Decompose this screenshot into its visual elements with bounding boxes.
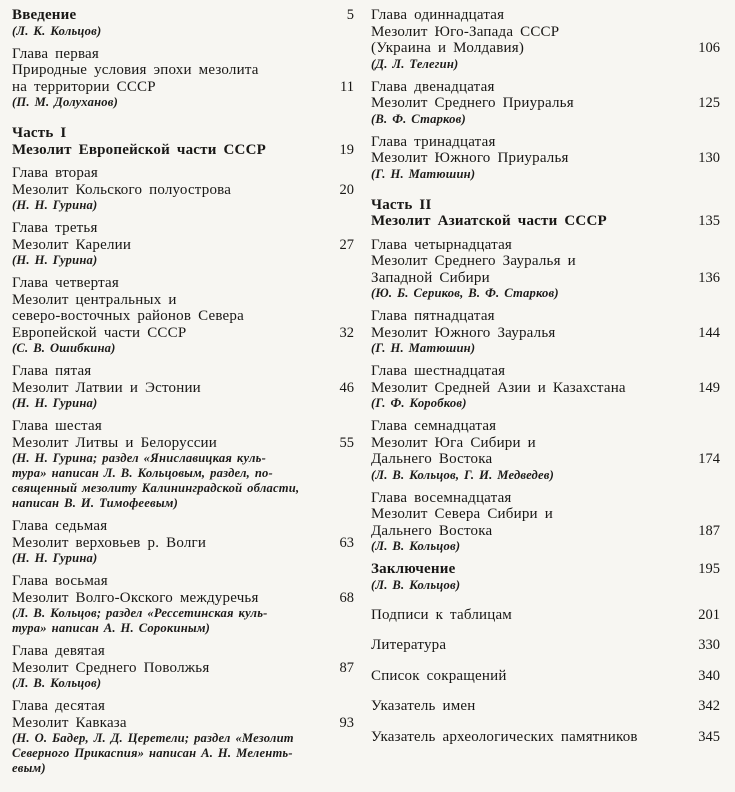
- entry-title-text: Глава десятая: [12, 698, 106, 714]
- page-number: 187: [698, 522, 720, 539]
- toc-line: [12, 466, 354, 481]
- toc-entry: [12, 363, 354, 411]
- author-note: (Л. К. Кольцов): [12, 23, 102, 38]
- entry-title-text: Глава третья: [12, 220, 98, 236]
- entry-title-text: Европейской части СССР: [12, 324, 187, 341]
- author-note: (Н. Н. Гурина): [12, 396, 98, 410]
- page-number: 345: [698, 728, 720, 745]
- toc-line: [12, 551, 354, 566]
- author-note: (Н. О. Бадер, Л. Д. Церетели; раздел «Мезолит: [12, 731, 294, 745]
- toc-line: [371, 341, 720, 356]
- toc-line: [371, 253, 720, 270]
- toc-column-right: [371, 7, 720, 745]
- author-note: (Л. В. Кольцов): [371, 539, 461, 553]
- toc-line: [371, 79, 720, 96]
- toc-line: [12, 198, 354, 213]
- entry-title-text: Мезолит Южного Зауралья: [371, 324, 556, 341]
- toc-entry: [371, 698, 720, 715]
- toc-line: [12, 643, 354, 660]
- entry-title-text: Часть II: [371, 196, 432, 213]
- toc-line: [12, 165, 354, 182]
- toc-line: [371, 308, 720, 325]
- entry-title-text: Глава пятая: [12, 363, 92, 379]
- toc-line: [12, 518, 354, 535]
- entry-title-text: Мезолит Севера Сибири и: [371, 506, 553, 522]
- entry-title-text: Мезолит Среднего Поволжья: [12, 659, 210, 676]
- page-number: 174: [698, 451, 720, 467]
- toc-line: [371, 7, 720, 24]
- toc-line: [371, 418, 720, 435]
- entry-title-text: Литература: [371, 637, 447, 653]
- toc-line: [12, 481, 354, 496]
- toc-entry: [12, 418, 354, 511]
- toc-entry: [371, 607, 720, 624]
- author-note: Северного Прикаспия» написан А. Н. Меленть-: [12, 746, 293, 760]
- toc-line: [12, 325, 354, 342]
- author-note: (Д. Л. Телегин): [371, 56, 459, 71]
- page-number: 330: [698, 637, 720, 653]
- toc-line: [12, 275, 354, 292]
- author-note: (Г. Ф. Коробков): [371, 396, 467, 410]
- entry-title-text: Часть I: [12, 125, 67, 141]
- toc-line: [12, 46, 354, 63]
- toc-line: [12, 24, 354, 39]
- page-number: 144: [698, 324, 720, 341]
- author-note: (Ю. Б. Сериков, В. Ф. Старков): [371, 286, 559, 300]
- toc-line: [12, 396, 354, 411]
- author-note: (Н. Н. Гурина): [12, 198, 98, 212]
- page-number: 5: [346, 7, 354, 23]
- entry-title-text: Глава тринадцатая: [371, 133, 496, 150]
- page-number: 55: [339, 434, 354, 451]
- entry-title-text: Дальнего Востока: [371, 451, 493, 467]
- toc-entry: [371, 308, 720, 356]
- entry-title-text: Введение: [12, 7, 77, 23]
- toc-entry: [371, 363, 720, 411]
- entry-title-text: Глава одиннадцатая: [371, 7, 505, 23]
- entry-title-text: Мезолит Юго-Запада СССР: [371, 23, 560, 40]
- toc-line: [12, 220, 354, 237]
- toc-line: [371, 468, 720, 483]
- toc-line: [371, 607, 720, 624]
- toc-line: [371, 57, 720, 72]
- toc-line: [371, 270, 720, 287]
- toc-line: [371, 134, 720, 151]
- author-note: (Г. Н. Матюшин): [371, 166, 476, 181]
- entry-title-text: Мезолит Кольского полуострова: [12, 181, 232, 198]
- author-note: священный мезолиту Калининградской области,: [12, 481, 300, 495]
- page-number: 68: [339, 589, 354, 606]
- entry-title-text: Заключение: [371, 561, 456, 577]
- author-note: (С. В. Ошибкина): [12, 341, 116, 355]
- toc-line: [12, 676, 354, 691]
- toc-entry: [12, 518, 354, 566]
- toc-line: [371, 95, 720, 112]
- toc-line: [371, 561, 720, 578]
- page-number: 149: [698, 379, 720, 396]
- author-note: написан В. И. Тимофеевым): [12, 496, 178, 510]
- entry-title-text: Глава шестая: [12, 418, 102, 434]
- toc-line: [12, 418, 354, 435]
- entry-title-text: Мезолит Азиатской части СССР: [371, 213, 607, 229]
- toc-line: [371, 150, 720, 167]
- author-note: (Л. В. Кольцов): [371, 577, 461, 592]
- toc-line: [12, 606, 354, 621]
- page-number: 201: [698, 606, 720, 623]
- entry-title-text: Мезолит Литвы и Белоруссии: [12, 434, 218, 451]
- author-note: (В. Ф. Старков): [371, 111, 466, 126]
- page-number: 20: [339, 181, 354, 198]
- author-note: евым): [12, 761, 46, 775]
- entry-title-text: Глава восемнадцатая: [371, 489, 512, 506]
- entry-title-text: (Украина и Молдавия): [371, 40, 525, 56]
- toc-column-left: [12, 7, 354, 776]
- entry-title-text: Мезолит верховьев р. Волги: [12, 534, 207, 551]
- toc-line: [12, 253, 354, 268]
- toc-entry: [371, 637, 720, 654]
- toc-line: [12, 182, 354, 199]
- toc-line: [371, 578, 720, 593]
- toc-line: [12, 698, 354, 715]
- toc-line: [371, 112, 720, 127]
- author-note: (Л. В. Кольцов; раздел «Рессетинская куль-: [12, 606, 268, 620]
- page-number: 125: [698, 95, 720, 111]
- toc-line: [371, 40, 720, 57]
- page-number: 93: [339, 714, 354, 731]
- author-note: (Л. В. Кольцов, Г. И. Медведев): [371, 467, 555, 482]
- entry-title-text: Мезолит Средней Азии и Казахстана: [371, 379, 626, 396]
- toc-line: [371, 213, 720, 230]
- entry-title-text: Мезолит Среднего Приуралья: [371, 95, 574, 111]
- toc-line: [371, 490, 720, 507]
- toc-line: [371, 451, 720, 468]
- author-note: (Н. Н. Гурина): [12, 551, 98, 565]
- entry-title-text: Мезолит Волго-Окского междуречья: [12, 589, 259, 606]
- entry-title-text: Глава шестнадцатая: [371, 363, 506, 379]
- toc-line: [371, 24, 720, 41]
- toc-line: [12, 435, 354, 452]
- toc-line: [371, 729, 720, 746]
- page-number: 19: [339, 141, 354, 158]
- entry-title-text: Указатель имен: [371, 698, 476, 714]
- toc-line: [12, 535, 354, 552]
- toc-line: [12, 731, 354, 746]
- toc-line: [371, 167, 720, 182]
- page-number: 27: [339, 236, 354, 253]
- toc-line: [12, 308, 354, 325]
- entry-title-text: Глава четвертая: [12, 275, 119, 291]
- toc-line: [371, 380, 720, 397]
- toc-line: [371, 539, 720, 554]
- toc-line: [12, 237, 354, 254]
- entry-title-text: Мезолит центральных и: [12, 291, 177, 308]
- entry-title-text: Глава восьмая: [12, 573, 108, 589]
- toc-entry: [12, 275, 354, 356]
- toc-line: [12, 79, 354, 96]
- toc-entry: [12, 698, 354, 776]
- toc-line: [12, 341, 354, 356]
- toc-entry: [12, 46, 354, 111]
- entry-title-text: северо-восточных районов Севера: [12, 308, 244, 324]
- toc-line: [12, 496, 354, 511]
- entry-title-text: Подписи к таблицам: [371, 606, 513, 623]
- toc-entry: [371, 561, 720, 593]
- author-note: тура» написан А. Н. Сорокиным): [12, 621, 211, 635]
- author-note: тура» написан Л. В. Кольцовым, раздел, по-: [12, 466, 273, 480]
- toc-line: [12, 125, 354, 142]
- entry-title-text: Дальнего Востока: [371, 522, 493, 539]
- entry-title-text: Мезолит Латвии и Эстонии: [12, 379, 201, 396]
- toc-line: [371, 435, 720, 452]
- page-number: 46: [339, 379, 354, 396]
- toc-entry: [12, 220, 354, 268]
- toc-entry: [371, 7, 720, 72]
- author-note: (Н. Н. Гурина): [12, 253, 98, 267]
- toc-part-heading: [12, 125, 354, 158]
- toc-entry: [371, 729, 720, 746]
- entry-title-text: Глава семнадцатая: [371, 418, 497, 434]
- page-number: 87: [339, 659, 354, 676]
- author-note: (Л. В. Кольцов): [12, 676, 102, 690]
- toc-line: [12, 660, 354, 677]
- page-number: 130: [698, 150, 720, 166]
- toc-line: [371, 698, 720, 715]
- entry-title-text: Глава пятнадцатая: [371, 308, 495, 324]
- toc-entry: [12, 7, 354, 39]
- page-number: 195: [698, 561, 720, 577]
- toc-line: [371, 506, 720, 523]
- page-number: 136: [698, 269, 720, 286]
- toc-line: [371, 637, 720, 654]
- entry-title-text: Мезолит Среднего Зауралья и: [371, 253, 576, 269]
- toc-line: [12, 761, 354, 776]
- entry-title-text: Глава двенадцатая: [371, 78, 495, 95]
- entry-title-text: Глава первая: [12, 45, 100, 62]
- entry-title-text: Глава вторая: [12, 165, 99, 181]
- toc-line: [371, 396, 720, 411]
- toc-entry: [371, 79, 720, 127]
- toc-entry: [12, 643, 354, 691]
- toc-line: [12, 380, 354, 397]
- entry-title-text: Глава седьмая: [12, 518, 108, 534]
- toc-line: [371, 286, 720, 301]
- toc-line: [12, 715, 354, 732]
- author-note: (П. М. Долуханов): [12, 95, 119, 109]
- entry-title-text: Природные условия эпохи мезолита: [12, 62, 259, 78]
- toc-line: [371, 237, 720, 254]
- toc-line: [371, 363, 720, 380]
- page-number: 11: [340, 78, 354, 95]
- toc-line: [12, 62, 354, 79]
- toc-entry: [371, 668, 720, 685]
- entry-title-text: Мезолит Европейской части СССР: [12, 141, 266, 158]
- entry-title-text: Глава четырнадцатая: [371, 236, 513, 253]
- toc-line: [371, 668, 720, 685]
- page-number: 63: [339, 534, 354, 551]
- author-note: (Г. Н. Матюшин): [371, 341, 476, 355]
- entry-title-text: на территории СССР: [12, 78, 156, 95]
- toc-entry: [371, 134, 720, 182]
- toc-line: [12, 746, 354, 761]
- toc-line: [12, 621, 354, 636]
- toc-line: [12, 363, 354, 380]
- page-number: 135: [698, 213, 720, 229]
- toc-part-heading: [371, 197, 720, 230]
- toc-entry: [12, 165, 354, 213]
- toc-line: [371, 325, 720, 342]
- toc-line: [12, 292, 354, 309]
- entry-title-text: Мезолит Юга Сибири и: [371, 434, 536, 451]
- toc-line: [371, 523, 720, 540]
- page-number: 106: [698, 40, 720, 56]
- toc-line: [12, 451, 354, 466]
- entry-title-text: Мезолит Кавказа: [12, 714, 127, 731]
- entry-title-text: Мезолит Южного Приуралья: [371, 150, 569, 166]
- toc-entry: [371, 490, 720, 555]
- toc-line: [12, 142, 354, 159]
- toc-entry: [12, 573, 354, 636]
- toc-line: [12, 95, 354, 110]
- toc-entry: [371, 418, 720, 483]
- toc-entry: [371, 237, 720, 302]
- entry-title-text: Глава девятая: [12, 643, 105, 659]
- page-number: 342: [698, 698, 720, 714]
- entry-title-text: Западной Сибири: [371, 269, 490, 286]
- toc-line: [12, 590, 354, 607]
- toc-line: [12, 7, 354, 24]
- entry-title-text: Список сокращений: [371, 667, 507, 684]
- toc-line: [12, 573, 354, 590]
- entry-title-text: Указатель археологических памятников: [371, 728, 638, 745]
- author-note: (Н. Н. Гурина; раздел «Яниславицкая куль-: [12, 451, 266, 465]
- page-number: 340: [698, 667, 720, 684]
- page-number: 32: [339, 324, 354, 341]
- toc-line: [371, 197, 720, 214]
- entry-title-text: Мезолит Карелии: [12, 236, 132, 253]
